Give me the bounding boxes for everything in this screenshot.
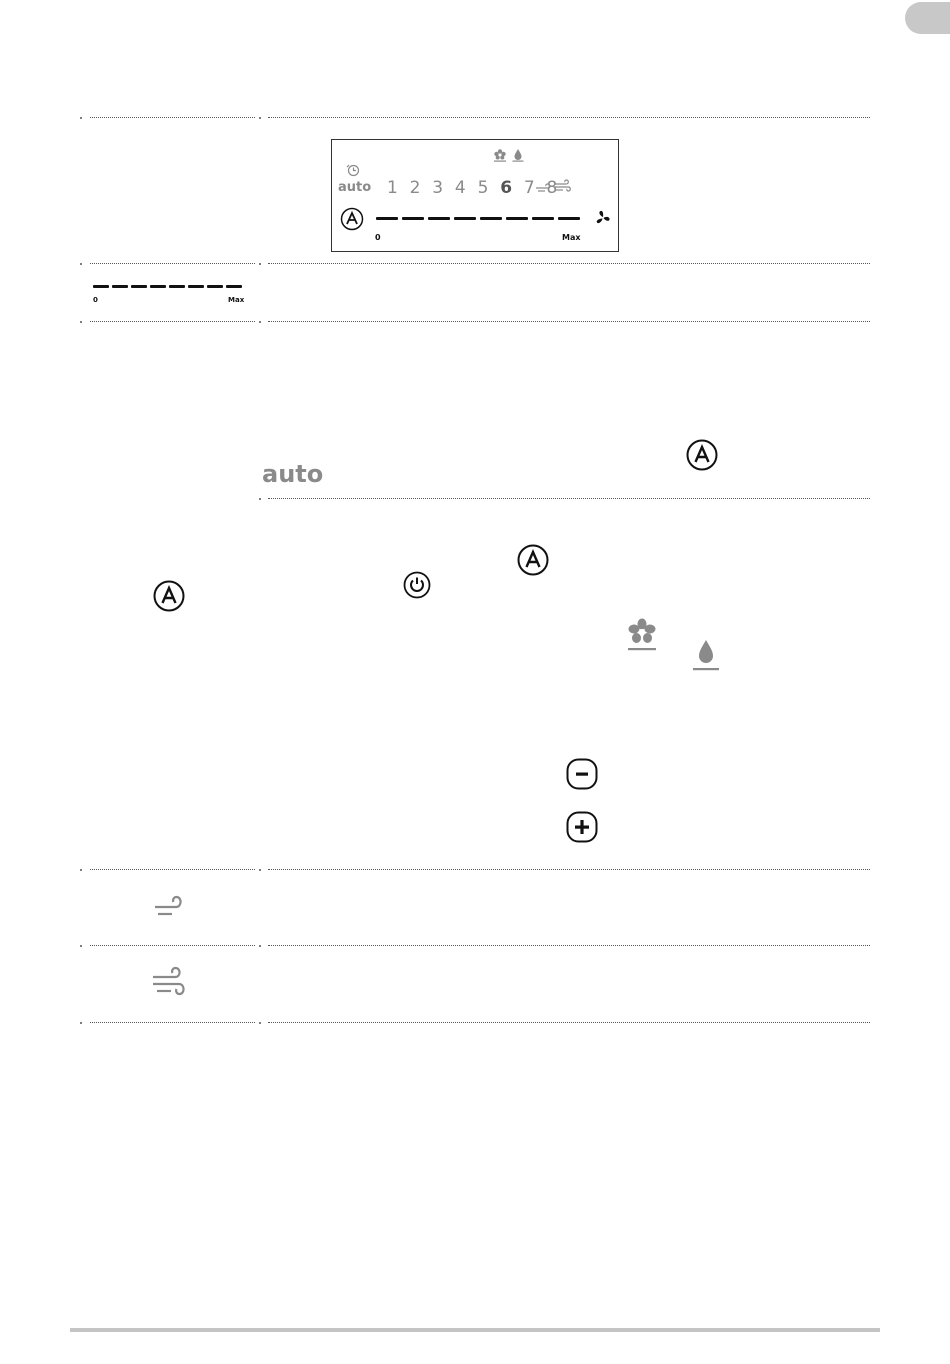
auto-mode-icon — [517, 544, 549, 576]
digit-6: 6 — [500, 178, 516, 198]
drop-filter-icon — [692, 638, 720, 672]
auto-mode-icon — [686, 439, 718, 471]
digit-2: 2 — [409, 178, 424, 198]
legend-scale-max: Max — [228, 296, 245, 304]
digit-1: 1 — [387, 178, 402, 198]
panel-auto-button-icon — [340, 207, 364, 231]
minus-icon — [566, 758, 598, 790]
page-tab — [905, 2, 950, 34]
digit-7: 7 — [523, 178, 538, 198]
flower-filter-icon — [627, 617, 657, 651]
footer-bar — [70, 1328, 880, 1332]
panel-scale-max: Max — [562, 233, 581, 242]
panel-auto-label: auto — [338, 180, 372, 195]
digit-8: 8 — [546, 178, 561, 198]
breeze-double-icon — [151, 966, 189, 1000]
breeze-single-icon — [535, 181, 553, 193]
panel-scale-min: 0 — [375, 233, 381, 242]
timer-icon — [345, 162, 361, 178]
plus-icon — [566, 811, 598, 843]
breeze-double-icon — [553, 179, 573, 193]
digit-4: 4 — [454, 178, 469, 198]
auto-mode-icon — [153, 580, 185, 612]
digit-5: 5 — [477, 178, 492, 198]
legend-scale-min: 0 — [93, 296, 98, 304]
drop-filter-icon — [511, 148, 525, 162]
fan-icon — [594, 209, 612, 227]
auto-label: auto — [262, 460, 324, 488]
power-icon — [403, 571, 431, 599]
flower-filter-icon — [493, 148, 507, 162]
digit-3: 3 — [432, 178, 447, 198]
breeze-single-icon — [153, 893, 187, 919]
